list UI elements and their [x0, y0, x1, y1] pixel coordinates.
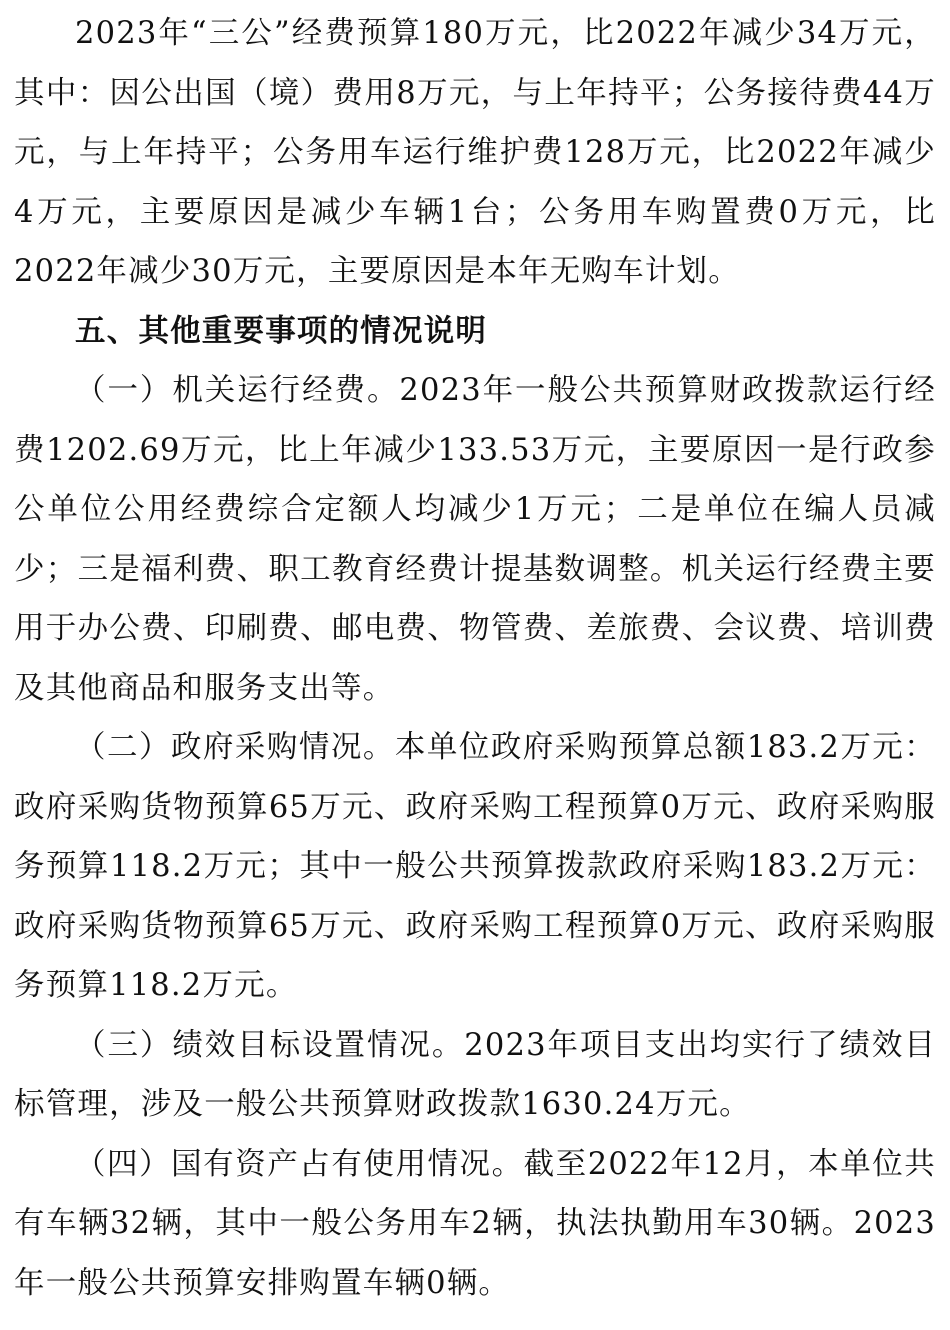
section-heading-other-matters: 五、其他重要事项的情况说明: [75, 313, 488, 349]
paragraph-operating-expenses: （一）机关运行经费。2023年一般公共预算财政拨款运行经费1202.69万元，比上年减少133.53万元，主要原因一是行政参公单位公用经费综合定额人均减少1万元；二是单位在编人员减少；三是福利费、职工教育经费计提基数调整。机关运行经费主要用于办公费、印刷费、邮电费、物管费、差旅费、会议费、培训费及其他商品和服务支出等。: [14, 373, 936, 706]
paragraph-sangong-budget: 2023年“三公”经费预算180万元，比2022年减少34万元，其中：因公出国（境）费用8万元，与上年持平；公务接待费44万元，与上年持平；公务用车运行维护费128万元，比2022年减少4万元，主要原因是减少车辆1台；公务用车购置费0万元，比2022年减少30万元，主要原因是本年无购车计划。: [14, 16, 936, 289]
paragraph-state-assets: （四）国有资产占有使用情况。截至2022年12月，本单位共有车辆32辆，其中一般公务用车2辆，执法执勤用车30辆。2023年一般公共预算安排购置车辆0辆。: [14, 1146, 936, 1301]
paragraph-performance-targets: （三）绩效目标设置情况。2023年项目支出均实行了绩效目标管理，涉及一般公共预算财政拨款1630.24万元。: [14, 1027, 936, 1122]
paragraph-government-procurement: （二）政府采购情况。本单位政府采购预算总额183.2万元：政府采购货物预算65万元、政府采购工程预算0万元、政府采购服务预算118.2万元；其中一般公共预算拨款政府采购183.2万元：政府采购货物预算65万元、政府采购工程预算0万元、政府采购服务预算118.2万元。: [14, 730, 936, 1003]
